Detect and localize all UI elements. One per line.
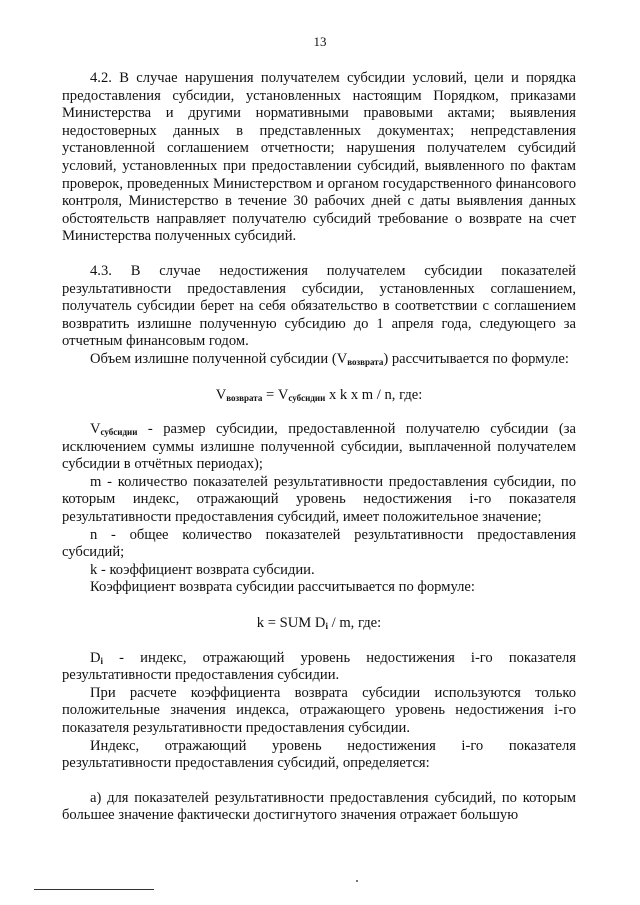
definition-k: k - коэффициент возврата субсидии. [90,561,315,578]
scan-mark [356,880,358,882]
page-number: 13 [313,34,327,49]
document-body [62,70,576,825]
footer-rule [34,889,154,890]
paragraph-coefficient-intro: Коэффициент возврата субсидии рассчитывается по формуле: [90,579,475,596]
paragraph-volume-intro: Объем излишне полученной субсидии $(V_{возврата})$ рассчитывается по формуле: [90,350,569,367]
paragraph-index-definition: Индекс, отражающий уровень недостижения i-го показателя результативности предоставления субсидий, определяется: [62,737,576,772]
paragraph-4-3: 4.3. В случае недостижения получателем субсидии показателей результативности предоставления субсидии, установленных соглашением, получатель субсидии берет на себя обязательство в соответствии с соглашением возвратить излишне полученную субсидию до 1 апреля года, следующего за отчетным финансовым годом. [62,262,576,350]
paragraph-positive-values: При расчете коэффициента возврата субсидии используются только положительные значения индекса, отражающего уровень недостижения i-го показателя результативности предоставления субсидии. [62,684,576,736]
paragraph-4-2: 4.2. В случае нарушения получателем субсидии условий, цели и порядка предоставления субсидии, установленных настоящим Порядком, приказами Министерства и другими нормативными правовыми актами; выявления недостоверных данных в представленных документах; непредставления установленной соглашением отчетности; нарушения получателем субсидий условий, установленных при предоставлении субсидий, выявленного по фактам проверок, проведенных Министерством и органом государственного финансового контроля, Министерство в течение 30 рабочих дней с даты выявления данных обстоятельств направляет получателю субсидий требование о возврате на счет Министерства полученных субсидий. [62,70,576,245]
definition-v-subsidy: $V_{субсидии}$ - размер субсидии, предоставленной получателю субсидии (за исключением суммы излишне полученной субсидии, выплаченной получателем субсидии в отчётных периодах); [62,421,576,473]
definition-m: m - количество показателей результативности предоставления субсидии, по которым индекс, отражающий уровень недостижения i-го показателя результативности предоставления субсидий, имеет положительное значение; [62,473,576,526]
definition-n: n - общее количество показателей результативности предоставления субсидий; [62,526,576,561]
formula-coefficient: k = SUM $D_i$ / m, где: [256,615,382,632]
formula-refund-volume: $V_{возврата} = V_{субсидии}$ x k x m / n, где: [215,386,423,403]
paragraph-item-a: а) для показателей результативности предоставления субсидий, по которым большее значение фактически достигнутого значения отражает большую [62,789,576,824]
definition-d-i: $D_i$ - индекс, отражающий уровень недостижения i-го показателя результативности предоставления субсидии. [62,649,576,684]
